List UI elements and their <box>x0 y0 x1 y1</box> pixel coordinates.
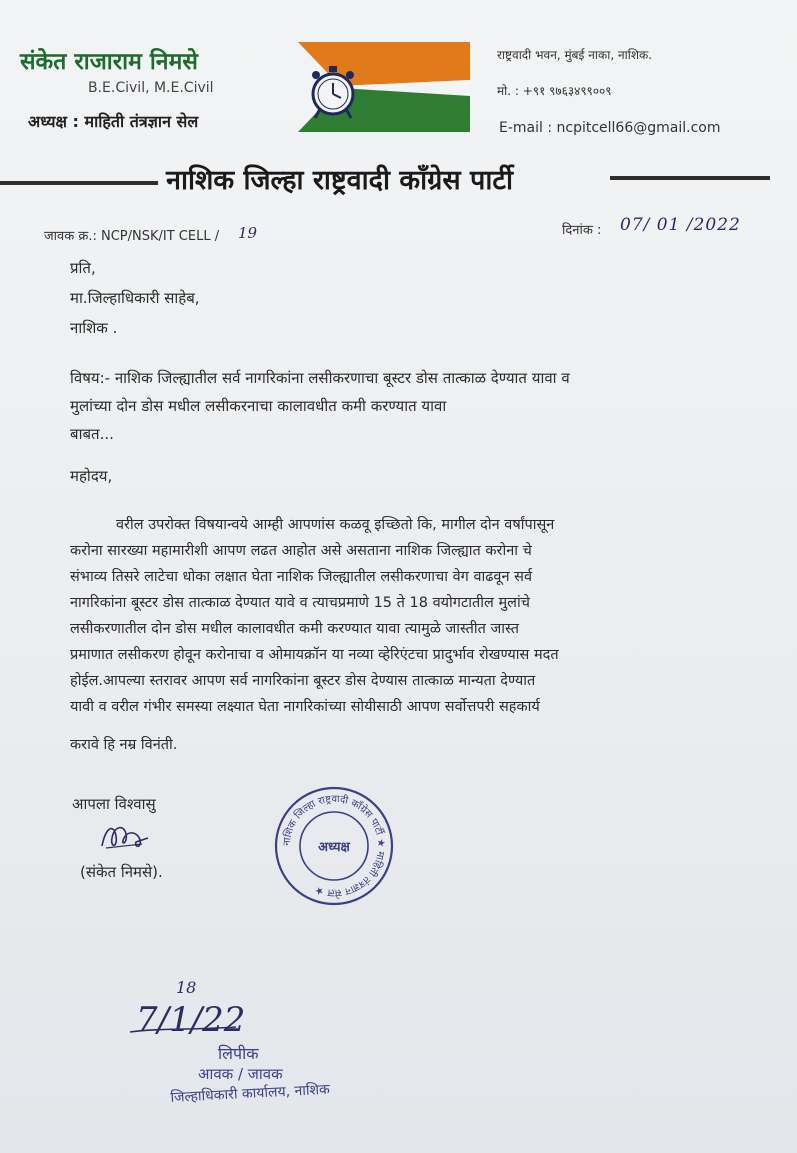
received-office: जिल्हाधिकारी कार्यालय, नाशिक <box>170 1081 331 1106</box>
body-line: करावे हि नम्र विनंती. <box>70 737 178 753</box>
party-flag-logo <box>298 42 470 132</box>
date-value: 07/ 01 /2022 <box>620 215 741 235</box>
handwritten-signature <box>96 818 152 854</box>
mobile-number: मो. : +९१ ९७६३४९९००९ <box>497 84 612 98</box>
received-date: 7/1/22 <box>136 1000 246 1040</box>
body-line: नागरिकांना बूस्टर डोस तात्काळ देण्यात यावे व त्याचप्रमाणे 15 ते 18 वयोगटातील मुलांचे <box>70 595 530 611</box>
body-line: होईल.आपल्या स्तरावर आपण सर्व नागरिकांना बूस्टर डोस देण्यास तात्काळ मान्यता देण्यात <box>70 673 536 689</box>
subject-line: मुलांच्या दोन डोस मधील लसीकरनाचा कालावधीत कमी करण्यात यावा <box>70 397 447 415</box>
body-line: वरील उपरोक्त विषयान्वये आम्ही आपणांस कळवू इच्छितो कि, मागील दोन वर्षांपासून <box>116 517 555 533</box>
clock-icon <box>312 66 354 118</box>
body-line: लसीकरणातील दोन डोस मधील कालावधीत कमी करण्यात यावा त्यामुळे जास्तीत जास्त <box>70 621 519 637</box>
body-line: करोना सारख्या महामारीशी आपण लढत आहोत असे असताना नाशिक जिल्ह्यात करोना चे <box>70 543 532 559</box>
received-number: 18 <box>176 978 197 997</box>
body-line: संभाव्य तिसरे लाटेचा धोका लक्षात घेता नाशिक जिल्ह्यातील लसीकरणाचा वेग वाढवून सर्व <box>70 569 533 585</box>
signer-name: (संकेत निमसे). <box>80 863 163 881</box>
salutation: महोदय, <box>70 467 113 485</box>
sender-designation: अध्यक्ष : माहिती तंत्रज्ञान सेल <box>28 112 199 131</box>
reference-number: 19 <box>238 224 258 242</box>
received-inward-outward: आवक / जावक <box>198 1065 283 1083</box>
seal-ring-text: नाशिक जिल्हा राष्ट्रवादी कॉंग्रेस पार्टी ★ माहिती तंत्रज्ञान सेल ★ <box>281 793 387 899</box>
recipient-place: नाशिक . <box>70 319 118 337</box>
recipient-prefix: प्रति, <box>70 259 96 277</box>
date-underline <box>128 1024 238 1038</box>
reference-label: जावक क्र.: NCP/NSK/IT CELL / <box>44 229 220 244</box>
date-label: दिनांक : <box>562 223 602 238</box>
seal-center-text: अध्यक्ष <box>318 840 350 855</box>
office-address: राष्ट्रवादी भवन, मुंबई नाका, नाशिक. <box>497 48 653 62</box>
office-seal-stamp <box>272 784 396 908</box>
body-line: प्रमाणात लसीकरण होवून करोनाचा व ओमायक्रॉन या नव्या व्हेरिएंटचा प्रादुर्भाव रोखण्यास मदत <box>70 647 559 663</box>
received-clerk: लिपीक <box>218 1044 259 1063</box>
sign-off: आपला विश्वासु <box>72 795 156 813</box>
email-address: E-mail : ncpitcell66@gmail.com <box>499 120 721 136</box>
subject-line: बाबत... <box>70 425 114 443</box>
body-line: यावी व वरील गंभीर समस्या लक्ष्यात घेता नागरिकांच्या सोयीसाठी आपण सर्वोत्तपरी सहकार्य <box>70 699 540 715</box>
header-rule-right <box>610 176 770 180</box>
subject-line: विषय:- नाशिक जिल्ह्यातील सर्व नागरिकांना लसीकरणाचा बूस्टर डोस तात्काळ देण्यात यावा व <box>70 369 570 387</box>
sender-qualifications: B.E.Civil, M.E.Civil <box>88 80 214 96</box>
sender-name: संकेत राजाराम निमसे <box>20 49 198 75</box>
recipient-name: मा.जिल्हाधिकारी साहेब, <box>70 289 200 307</box>
party-title: नाशिक जिल्हा राष्ट्रवादी काँग्रेस पार्टी <box>166 165 513 196</box>
header-rule-left <box>0 181 158 185</box>
